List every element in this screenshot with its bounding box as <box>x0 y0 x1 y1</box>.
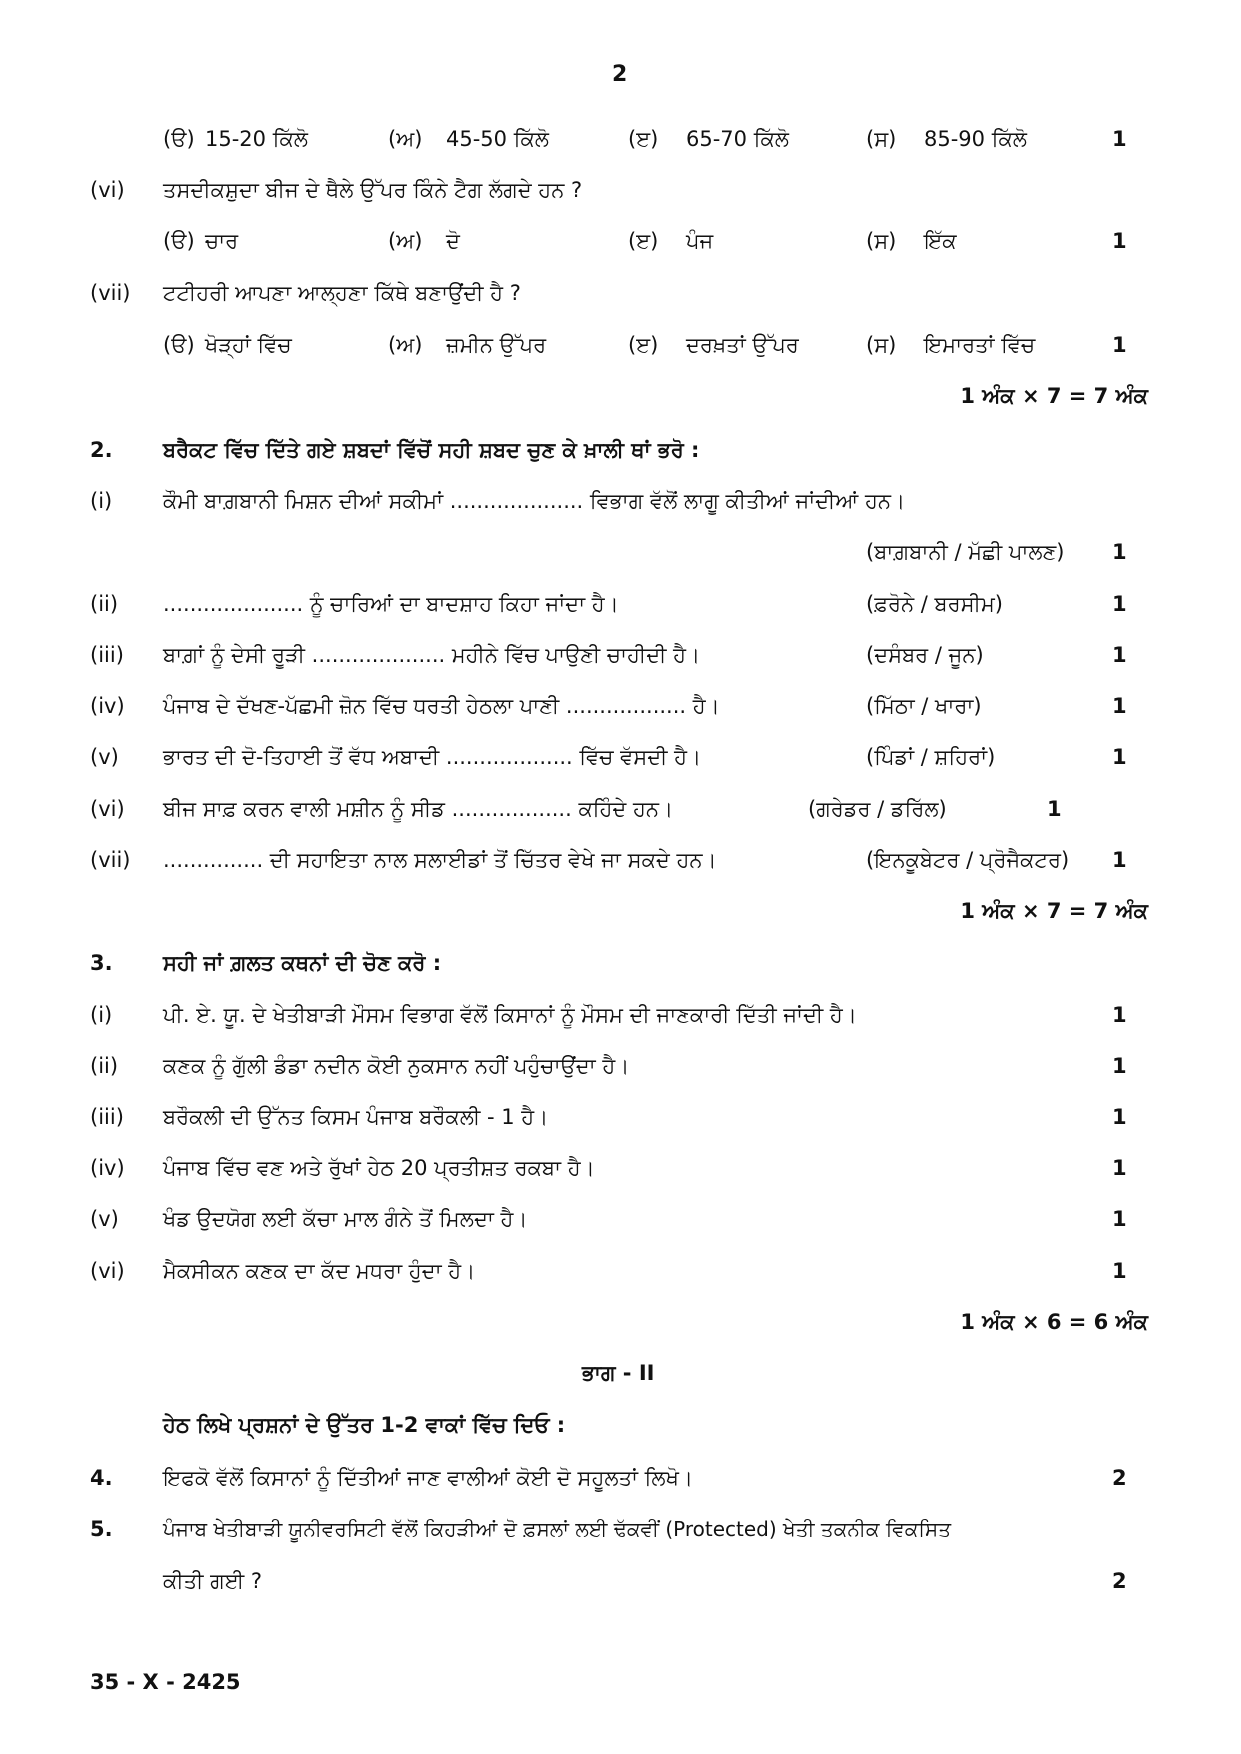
item-mark: 1 <box>1112 1207 1127 1231</box>
option-text: ਖੋੜ੍ਹਾਂ ਵਿੱਚ <box>205 333 292 357</box>
section-total: 1 ਅੰਕ × 6 = 6 ਅੰਕ <box>960 1310 1148 1334</box>
item-mark: 1 <box>1112 694 1127 718</box>
option-label: (ੳ) <box>163 127 195 151</box>
item-mark: 1 <box>1112 540 1127 564</box>
item-number: (iv) <box>90 1156 125 1180</box>
option-text: ਚਾਰ <box>205 229 239 253</box>
item-text: ਪੀ. ਏ. ਯੂ. ਦੇ ਖੇਤੀਬਾੜੀ ਮੌਸਮ ਵਿਭਾਗ ਵੱਲੋਂ ਕਿਸਾਨਾਂ ਨੂੰ ਮੌਸਮ ਦੀ ਜਾਣਕਾਰੀ ਦਿੱਤੀ ਜਾਂਦੀ ਹੈ। <box>163 1003 857 1027</box>
page-number: 2 <box>612 62 628 87</box>
item-number: (iv) <box>90 694 125 718</box>
item-choice: (ਬਾਗ਼ਬਾਨੀ / ਮੱਛੀ ਪਾਲਣ) <box>866 540 1065 564</box>
option-text: ਦਰਖ਼ਤਾਂ ਉੱਪਰ <box>686 333 799 357</box>
option-label: (ੲ) <box>628 333 659 357</box>
item-choice: (ਗਰੇਡਰ / ਡਰਿੱਲ) <box>808 797 947 821</box>
item-text: ਪੰਜਾਬ ਦੇ ਦੱਖਣ-ਪੱਛਮੀ ਜ਼ੋਨ ਵਿੱਚ ਧਰਤੀ ਹੇਠਲਾ ਪਾਣੀ .................. ਹੈ। <box>163 694 720 718</box>
question-text: ਇਫਕੋ ਵੱਲੋਂ ਕਿਸਾਨਾਂ ਨੂੰ ਦਿੱਤੀਆਂ ਜਾਣ ਵਾਲੀਆਂ ਕੋਈ ਦੋ ਸਹੂਲਤਾਂ ਲਿਖੋ। <box>163 1466 694 1490</box>
option-label: (ੳ) <box>163 333 195 357</box>
item-mark: 1 <box>1112 1105 1127 1129</box>
item-text: ਕਣਕ ਨੂੰ ਗੁੱਲੀ ਡੰਡਾ ਨਦੀਨ ਕੋਈ ਨੁਕਸਾਨ ਨਹੀਂ ਪਹੁੰਚਾਉਂਦਾ ਹੈ। <box>163 1054 630 1078</box>
option-text: 85-90 ਕਿੱਲੋ <box>924 127 1027 151</box>
item-text: ਬਾਗ਼ਾਂ ਨੂੰ ਦੇਸੀ ਰੂੜੀ .................... ਮਹੀਨੇ ਵਿੱਚ ਪਾਉਣੀ ਚਾਹੀਦੀ ਹੈ। <box>163 643 701 667</box>
item-mark: 1 <box>1112 643 1127 667</box>
item-mark: 1 <box>1112 1156 1127 1180</box>
item-text: ਖੰਡ ਉਦਯੋਗ ਲਈ ਕੱਚਾ ਮਾਲ ਗੰਨੇ ਤੋਂ ਮਿਲਦਾ ਹੈ। <box>163 1207 528 1231</box>
item-text: ਬੀਜ ਸਾਫ਼ ਕਰਨ ਵਾਲੀ ਮਸ਼ੀਨ ਨੂੰ ਸੀਡ .................. ਕਹਿੰਦੇ ਹਨ। <box>163 797 674 821</box>
option-text: ਦੋ <box>446 229 460 253</box>
question-text-continued: ਕੀਤੀ ਗਈ ? <box>163 1569 263 1593</box>
question-mark: 1 <box>1112 333 1127 357</box>
option-label: (ਅ) <box>388 127 423 151</box>
option-label: (ਅ) <box>388 229 423 253</box>
option-text: ਇਮਾਰਤਾਂ ਵਿੱਚ <box>924 333 1036 357</box>
item-text: ਬਰੌਕਲੀ ਦੀ ਉੱਨਤ ਕਿਸਮ ਪੰਜਾਬ ਬਰੌਕਲੀ - 1 ਹੈ। <box>163 1105 549 1129</box>
item-number: (v) <box>90 745 119 769</box>
section-total: 1 ਅੰਕ × 7 = 7 ਅੰਕ <box>960 899 1148 923</box>
item-choice: (ਦਸੰਬਰ / ਜੂਨ) <box>866 643 984 667</box>
option-label: (ਸ) <box>866 127 897 151</box>
question-number: 4. <box>90 1466 113 1490</box>
item-mark: 1 <box>1112 592 1127 616</box>
part-title: ਭਾਗ - II <box>582 1361 655 1385</box>
item-number: (ii) <box>90 1054 119 1078</box>
question-heading: ਸਹੀ ਜਾਂ ਗ਼ਲਤ ਕਥਨਾਂ ਦੀ ਚੋਣ ਕਰੋ : <box>163 951 442 975</box>
option-text: 45-50 ਕਿੱਲੋ <box>446 127 549 151</box>
item-mark: 1 <box>1112 745 1127 769</box>
item-text: ਕੌਮੀ ਬਾਗ਼ਬਾਨੀ ਮਿਸ਼ਨ ਦੀਆਂ ਸਕੀਮਾਂ .................... ਵਿਭਾਗ ਵੱਲੋਂ ਲਾਗੂ ਕੀਤੀਆਂ ਜਾਂਦੀਆਂ ਹਨ। <box>163 489 906 513</box>
item-text: ............... ਦੀ ਸਹਾਇਤਾ ਨਾਲ ਸਲਾਈਡਾਂ ਤੋਂ ਚਿੱਤਰ ਵੇਖੇ ਜਾ ਸਕਦੇ ਹਨ। <box>163 848 717 872</box>
option-text: ਇੱਕ <box>924 229 957 253</box>
item-text: ਮੈਕਸੀਕਨ ਕਣਕ ਦਾ ਕੱਦ ਮਧਰਾ ਹੁੰਦਾ ਹੈ। <box>163 1259 476 1283</box>
question-text: ਤਸਦੀਕਸ਼ੁਦਾ ਬੀਜ ਦੇ ਥੈਲੇ ਉੱਪਰ ਕਿੰਨੇ ਟੈਗ ਲੱਗਦੇ ਹਨ ? <box>163 178 583 202</box>
item-number: (vi) <box>90 1259 125 1283</box>
item-mark: 1 <box>1112 1054 1127 1078</box>
option-label: (ੲ) <box>628 229 659 253</box>
question-number: 2. <box>90 438 113 462</box>
option-label: (ੳ) <box>163 229 195 253</box>
item-number: (vi) <box>90 797 125 821</box>
item-number: (iii) <box>90 1105 124 1129</box>
section-total: 1 ਅੰਕ × 7 = 7 ਅੰਕ <box>960 384 1148 408</box>
part-instruction: ਹੇਠ ਲਿਖੇ ਪ੍ਰਸ਼ਨਾਂ ਦੇ ਉੱਤਰ 1-2 ਵਾਕਾਂ ਵਿੱਚ ਦਿਓ : <box>163 1413 566 1437</box>
option-text: 15-20 ਕਿੱਲੋ <box>205 127 308 151</box>
option-text: 65-70 ਕਿੱਲੋ <box>686 127 789 151</box>
item-number: (v) <box>90 1207 119 1231</box>
item-number: (ii) <box>90 592 119 616</box>
question-mark: 2 <box>1112 1466 1127 1490</box>
item-number: (iii) <box>90 643 124 667</box>
item-number: (i) <box>90 489 113 513</box>
option-label: (ਸ) <box>866 333 897 357</box>
item-mark: 1 <box>1112 1003 1127 1027</box>
question-number: 3. <box>90 951 113 975</box>
question-heading: ਬਰੈਕਟ ਵਿੱਚ ਦਿੱਤੇ ਗਏ ਸ਼ਬਦਾਂ ਵਿੱਚੋਂ ਸਹੀ ਸ਼ਬਦ ਚੁਣ ਕੇ ਖ਼ਾਲੀ ਥਾਂ ਭਰੋ : <box>163 438 700 462</box>
question-number: 5. <box>90 1517 113 1541</box>
question-mark: 2 <box>1112 1569 1127 1593</box>
item-text: ਭਾਰਤ ਦੀ ਦੋ-ਤਿਹਾਈ ਤੋਂ ਵੱਧ ਅਬਾਦੀ ................... ਵਿੱਚ ਵੱਸਦੀ ਹੈ। <box>163 745 702 769</box>
option-label: (ੲ) <box>628 127 659 151</box>
question-number: (vii) <box>90 281 131 305</box>
question-mark: 1 <box>1112 229 1127 253</box>
question-number: (vi) <box>90 178 125 202</box>
item-choice: (ਪਿੰਡਾਂ / ਸ਼ਹਿਰਾਂ) <box>866 745 996 769</box>
item-mark: 1 <box>1047 797 1062 821</box>
item-mark: 1 <box>1112 1259 1127 1283</box>
item-choice: (ਇਨਕੂਬੇਟਰ / ਪ੍ਰੋਜੈਕਟਰ) <box>866 848 1070 872</box>
item-choice: (ਫ਼ਰੋਨੇ / ਬਰਸੀਮ) <box>866 592 1003 616</box>
option-label: (ਅ) <box>388 333 423 357</box>
item-text: ..................... ਨੂੰ ਚਾਰਿਆਂ ਦਾ ਬਾਦਸ਼ਾਹ ਕਿਹਾ ਜਾਂਦਾ ਹੈ। <box>163 592 619 616</box>
question-text: ਪੰਜਾਬ ਖੇਤੀਬਾੜੀ ਯੂਨੀਵਰਸਿਟੀ ਵੱਲੋਂ ਕਿਹੜੀਆਂ ਦੋ ਫ਼ਸਲਾਂ ਲਈ ਢੱਕਵੀਂ (Protected) ਖੇਤੀ ਤਕਨੀਕ ਵਿਕਸਿਤ <box>163 1517 952 1541</box>
paper-code: 35 - X - 2425 <box>90 1670 241 1694</box>
question-mark: 1 <box>1112 127 1127 151</box>
option-text: ਜ਼ਮੀਨ ਉੱਪਰ <box>446 333 547 357</box>
item-number: (vii) <box>90 848 131 872</box>
question-text: ਟਟੀਹਰੀ ਆਪਣਾ ਆਲ੍ਹਣਾ ਕਿੱਥੇ ਬਣਾਉਂਦੀ ਹੈ ? <box>163 281 521 305</box>
item-choice: (ਮਿੱਠਾ / ਖਾਰਾ) <box>866 694 982 718</box>
item-text: ਪੰਜਾਬ ਵਿੱਚ ਵਣ ਅਤੇ ਰੁੱਖਾਂ ਹੇਠ 20 ਪ੍ਰਤੀਸ਼ਤ ਰਕਬਾ ਹੈ। <box>163 1156 595 1180</box>
item-mark: 1 <box>1112 848 1127 872</box>
option-text: ਪੰਜ <box>686 229 714 253</box>
option-label: (ਸ) <box>866 229 897 253</box>
item-number: (i) <box>90 1003 113 1027</box>
